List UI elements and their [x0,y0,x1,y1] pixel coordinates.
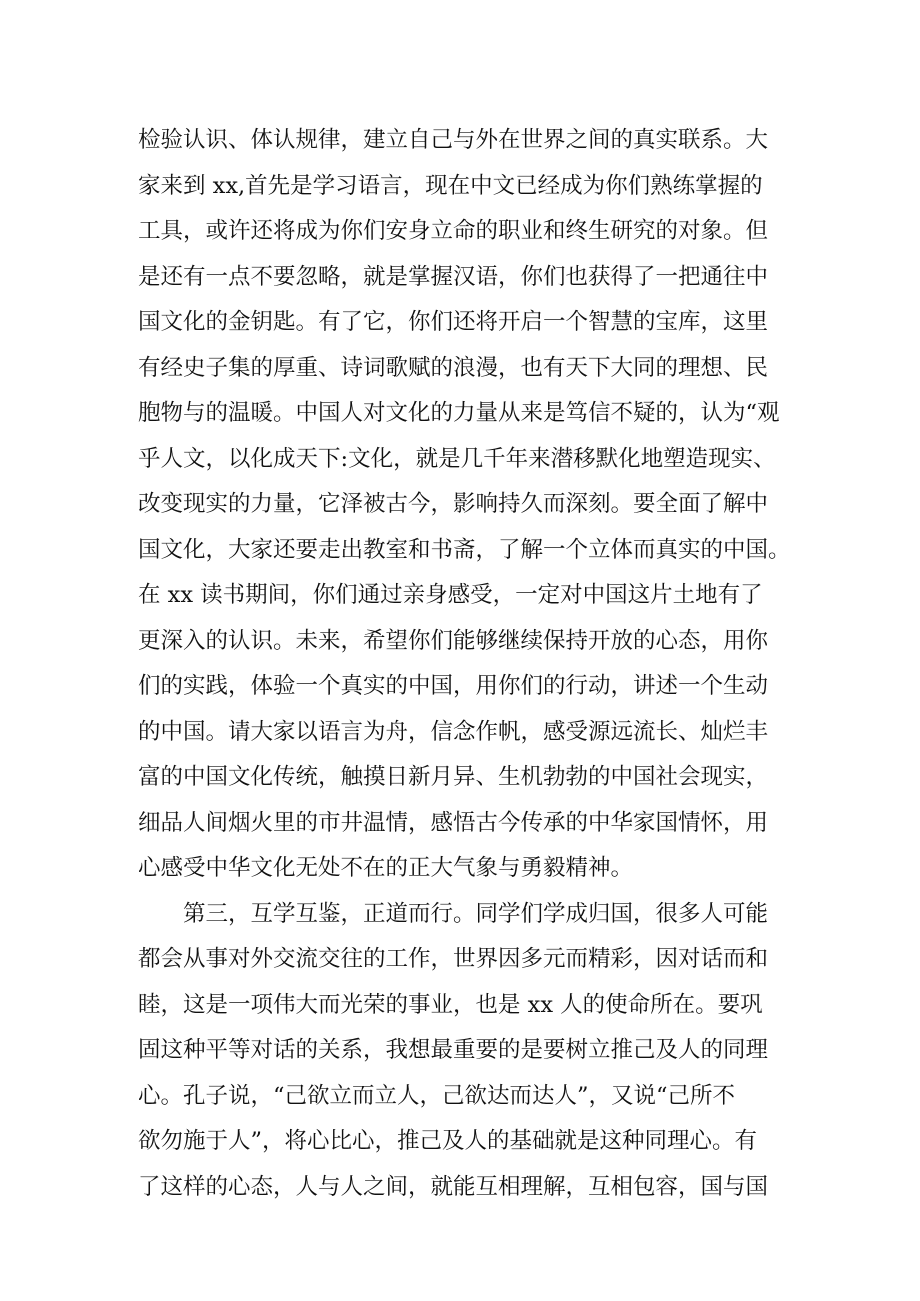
text-line: 更深入的认识。未来，希望你们能够继续保持开放的心态，用你 [138,627,769,654]
document-body [138,118,798,1210]
text-line: 的中国。请大家以语言为舟，信念作帆，感受源远流长、灿烂丰 [138,718,769,745]
text-line: 了这样的心态，人与人之间，就能互相理解，互相包容，国与国 [138,1173,769,1200]
text-line: 检验认识、体认规律，建立自己与外在世界之间的真实联系。大 [138,127,769,153]
text-line: 细品人间烟火里的市井温情，感悟古今传承的中华家国情怀，用 [138,809,769,836]
text-line: 欲勿施于人”，将心比心，推己及人的基础就是这种同理心。有 [138,1128,758,1154]
text-line: 富的中国文化传统，触摸日新月异、生机勃勃的中国社会现实， [138,764,769,790]
text-line: 工具，或许还将成为你们安身立命的职业和终生研究的对象。但 [138,218,769,244]
text-line: 乎人文，以化成天下:文化，就是几千年来潜移默化地塑造现实、 [138,445,776,472]
text-line: 睦，这是一项伟大而光荣的事业，也是 xx 人的使命所在。要巩 [138,991,763,1018]
text-line: 改变现实的力量，它泽被古今，影响持久而深刻。要全面了解中 [138,491,769,517]
text-line: 心。孔子说，“己欲立而立人，己欲达而达人”，又说“己所不 [138,1082,736,1109]
text-line: 在 xx 读书期间，你们通过亲身感受，一定对中国这片土地有了 [138,582,763,608]
text-line: 有经史子集的厚重、诗词歌赋的浪漫，也有天下大同的理想、民 [138,354,769,381]
text-line: 国文化，大家还要走出教室和书斋，了解一个立体而真实的中国。 [138,536,791,563]
text-line: 心感受中华文化无处不在的正大气象与勇毅精神。 [138,855,634,881]
text-line: 都会从事对外交流交往的工作，世界因多元而精彩，因对话而和 [138,946,769,972]
text-line: 固这种平等对话的关系，我想最重要的是要树立推己及人的同理 [138,1037,769,1063]
text-line: 胞物与的温暖。中国人对文化的力量从来是笃信不疑的，认为“观 [138,400,780,426]
text-line: 是还有一点不要忽略，就是掌握汉语，你们也获得了一把通往中 [138,263,769,290]
text-line: 们的实践，体验一个真实的中国，用你们的行动，讲述一个生动 [138,673,769,699]
text-line: 家来到 xx,首先是学习语言，现在中文已经成为你们熟练掌握的 [138,172,763,199]
text-line: 国文化的金钥匙。有了它，你们还将开启一个智慧的宝库，这里 [138,309,769,335]
paragraph-start-line: 第三，互学互鉴，正道而行。同学们学成归国，很多人可能 [183,900,769,927]
